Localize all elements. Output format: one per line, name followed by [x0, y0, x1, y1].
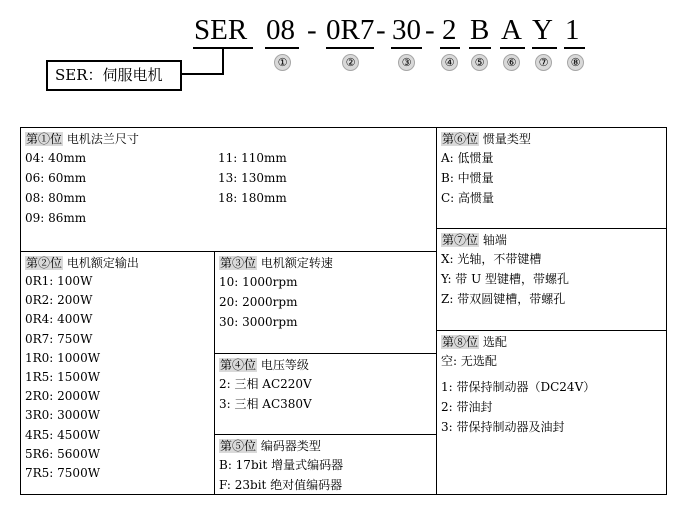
section-title-text: 选配: [482, 335, 507, 349]
section-title-text: 惯量类型: [482, 132, 531, 146]
code-dash: -: [425, 14, 435, 46]
section-title: [437, 231, 666, 249]
section-inertia: [437, 127, 666, 208]
code-segment-power: 0R7: [326, 14, 375, 46]
code-segment-shaft: Y: [532, 14, 553, 46]
list-item: 30: 3000rpm: [219, 315, 298, 329]
section-rated-speed: [215, 251, 435, 332]
list-item: 1R5: 1500W: [25, 369, 101, 384]
list-item: B: 17bit 增量式编码器: [219, 458, 344, 472]
ser-label-box: SER：伺服电机: [46, 60, 182, 91]
list-item: 20: 2000rpm: [219, 295, 298, 309]
list-item: 3: 三相 AC380V: [219, 397, 312, 411]
list-item: 0R2: 200W: [25, 293, 93, 308]
list-item: 3: 带保持制动器及油封: [441, 420, 565, 434]
list-item: B: 中惯量: [441, 171, 494, 185]
section-encoder: [215, 434, 435, 495]
position-marker-2: ②: [342, 54, 359, 71]
position-label: 第⑤位: [220, 439, 257, 453]
position-marker-4: ④: [441, 54, 458, 71]
code-underline: [500, 47, 525, 49]
section-title-text: 编码器类型: [260, 439, 321, 453]
section-shaft: [437, 228, 666, 309]
code-underline: [440, 47, 460, 49]
flange-rows: [21, 148, 435, 228]
list-item: 3R0: 3000W: [25, 408, 101, 423]
list-item: 2R0: 2000W: [25, 389, 101, 404]
code-underline: [532, 47, 557, 49]
code-segment-flange: 08: [266, 14, 295, 46]
list-item: A: 低惯量: [441, 151, 494, 165]
list-item: 5R6: 5600W: [25, 446, 101, 461]
code-segment-encoder: B: [470, 14, 490, 46]
code-segment-speed: 30: [392, 14, 421, 46]
list-item: 1: 带保持制动器（DC24V）: [441, 380, 596, 394]
position-label: 第①位: [26, 132, 63, 146]
list-item: X: 光轴，不带键槽: [441, 252, 542, 266]
position-label: 第⑦位: [442, 233, 479, 247]
code-segment-voltage: 2: [442, 14, 457, 46]
list-item: 2: 带油封: [441, 400, 493, 414]
section-title-text: 轴端: [482, 233, 507, 247]
position-marker-1: ①: [274, 54, 291, 71]
list-item: C: 高惯量: [441, 191, 495, 205]
section-title: [21, 130, 435, 148]
section-voltage: [215, 353, 435, 414]
list-item: 0R1: 100W: [25, 274, 93, 288]
position-label: 第②位: [26, 256, 63, 270]
position-marker-5: ⑤: [471, 54, 488, 71]
section-title: [21, 254, 213, 272]
list-item: F: 23bit 绝对值编码器: [219, 478, 343, 492]
position-label: 第⑧位: [442, 335, 479, 349]
list-item: 空: 无选配: [441, 354, 497, 368]
code-underline: [326, 47, 374, 49]
position-marker-3: ③: [398, 54, 415, 71]
position-label: 第④位: [220, 358, 257, 372]
code-segment-inertia: A: [501, 14, 522, 46]
connector-line: [222, 48, 224, 74]
code-underline: [391, 47, 422, 49]
section-options: [437, 330, 666, 437]
code-segment-option: 1: [565, 14, 580, 46]
code-dash: -: [307, 14, 317, 46]
list-item: Z: 带双圆键槽，带螺孔: [441, 292, 566, 306]
connector-line: [181, 73, 224, 75]
list-item: 10: 1000rpm: [219, 275, 298, 289]
section-title: [215, 254, 435, 272]
code-underline: [564, 47, 585, 49]
position-label: 第⑥位: [442, 132, 479, 146]
code-underline: [469, 47, 491, 49]
list-item: 08: 80mm 18: 180mm: [25, 191, 287, 205]
position-marker-6: ⑥: [503, 54, 520, 71]
code-segment-ser: SER: [194, 14, 248, 46]
section-title: [215, 356, 435, 374]
section-title: [215, 437, 435, 455]
list-item: 7R5: 7500W: [25, 465, 101, 480]
section-title-text: 电机法兰尺寸: [66, 132, 139, 146]
section-flange-size: [21, 127, 435, 228]
position-marker-7: ⑦: [535, 54, 552, 71]
list-item: 1R0: 1000W: [25, 350, 101, 365]
position-label: 第③位: [220, 256, 257, 270]
position-marker-8: ⑧: [567, 54, 584, 71]
section-title-text: 电机额定转速: [260, 256, 333, 270]
list-item: 4R5: 4500W: [25, 427, 101, 442]
list-item: 2: 三相 AC220V: [219, 377, 312, 391]
section-title: [437, 333, 666, 351]
list-item: Y: 带 U 型键槽，带螺孔: [441, 272, 570, 286]
list-item: 0R4: 400W: [25, 312, 93, 327]
section-title: [437, 130, 666, 148]
section-title-text: 电压等级: [260, 358, 309, 372]
list-item: 06: 60mm 13: 130mm: [25, 171, 287, 185]
code-dash: -: [376, 14, 386, 46]
code-underline: [265, 47, 299, 49]
list-item: 0R7: 750W: [25, 331, 93, 346]
section-rated-output: [21, 251, 213, 483]
list-item: 09: 86mm: [25, 211, 87, 225]
list-item: 04: 40mm 11: 110mm: [25, 151, 287, 165]
section-title-text: 电机额定输出: [66, 256, 139, 270]
